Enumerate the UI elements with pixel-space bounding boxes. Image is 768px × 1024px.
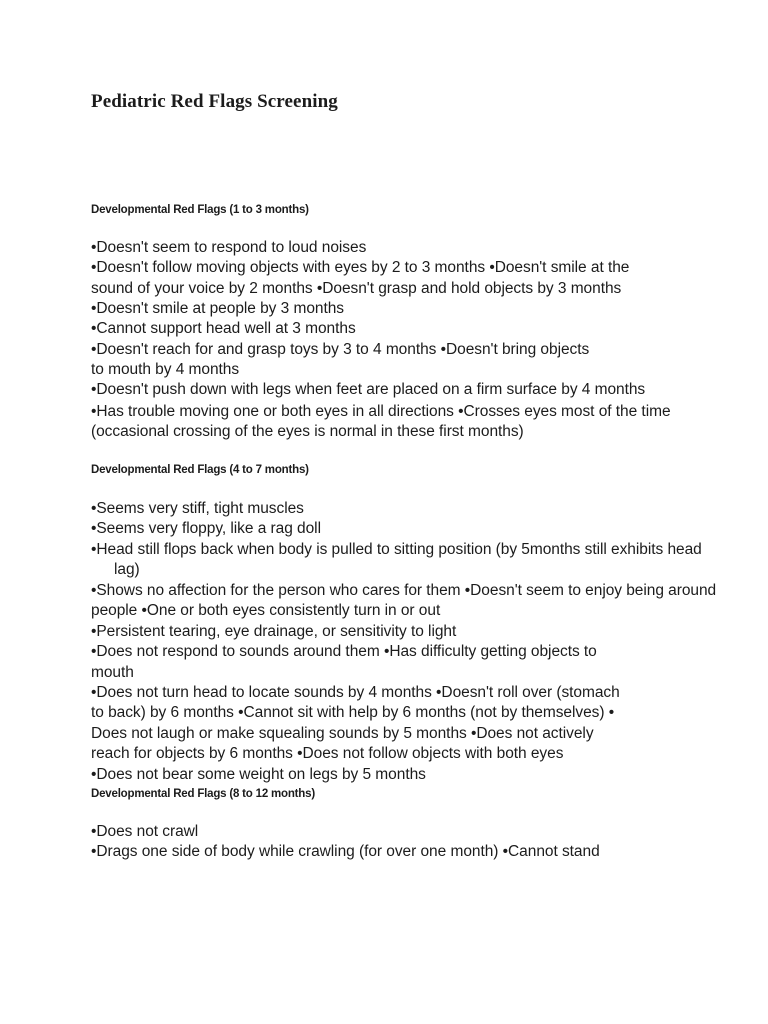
list-item: •Does not respond to sounds around them •Has difficulty getting objects to <box>91 643 597 660</box>
list-item: •Does not turn head to locate sounds by 4 months •Doesn't roll over (stomach <box>91 684 620 701</box>
section-heading-1-3-months: Developmental Red Flags (1 to 3 months) <box>91 204 309 216</box>
list-item: •Seems very floppy, like a rag doll <box>91 520 321 537</box>
section-heading-8-12-months: Developmental Red Flags (8 to 12 months) <box>91 788 315 800</box>
list-item: •Does not bear some weight on legs by 5 months <box>91 766 426 783</box>
list-item: •Drags one side of body while crawling (for over one month) •Cannot stand <box>91 843 600 860</box>
list-item: •Cannot support head well at 3 months <box>91 320 356 337</box>
section-heading-4-7-months: Developmental Red Flags (4 to 7 months) <box>91 464 309 476</box>
list-item: •Shows no affection for the person who cares for them •Doesn't seem to enjoy being around <box>91 582 717 599</box>
list-item: •Seems very stiff, tight muscles <box>91 500 304 517</box>
list-item: lag) <box>114 561 140 578</box>
list-item: sound of your voice by 2 months •Doesn't grasp and hold objects by 3 months <box>91 280 622 297</box>
list-item: •Does not crawl <box>91 823 199 840</box>
list-item: (occasional crossing of the eyes is normal in these first months) <box>91 423 524 440</box>
list-item: mouth <box>91 664 134 681</box>
list-item: •Doesn't push down with legs when feet are placed on a firm surface by 4 months <box>91 381 646 398</box>
list-item: to back) by 6 months •Cannot sit with help by 6 months (not by themselves) • <box>91 704 615 721</box>
list-item: •Doesn't follow moving objects with eyes by 2 to 3 months •Doesn't smile at the <box>91 259 630 276</box>
list-item: Does not laugh or make squealing sounds by 5 months •Does not actively <box>91 725 594 742</box>
list-item: •Doesn't reach for and grasp toys by 3 to 4 months •Doesn't bring objects <box>91 341 590 358</box>
list-item: reach for objects by 6 months •Does not follow objects with both eyes <box>91 745 564 762</box>
list-item: •Persistent tearing, eye drainage, or sensitivity to light <box>91 623 457 640</box>
list-item: to mouth by 4 months <box>91 361 240 378</box>
list-item: •Has trouble moving one or both eyes in all directions •Crosses eyes most of the time <box>91 403 671 420</box>
list-item: people •One or both eyes consistently turn in or out <box>91 602 441 619</box>
list-item: •Doesn't seem to respond to loud noises <box>91 239 367 256</box>
list-item: •Head still flops back when body is pulled to sitting position (by 5months still exhibits head <box>91 541 702 558</box>
page-title: Pediatric Red Flags Screening <box>91 91 338 112</box>
list-item: •Doesn't smile at people by 3 months <box>91 300 344 317</box>
